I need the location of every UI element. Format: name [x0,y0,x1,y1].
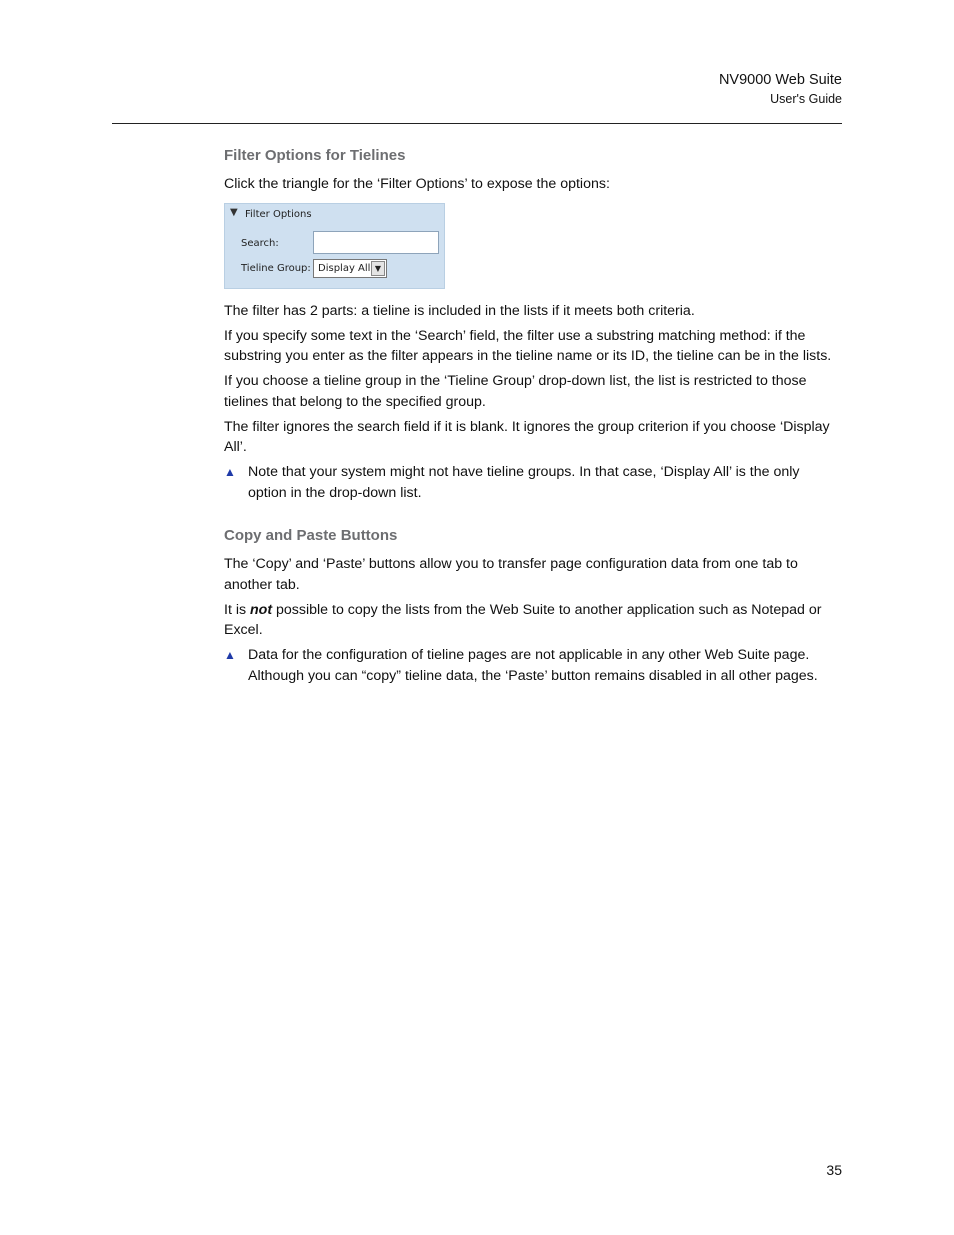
header-product: NV9000 Web Suite [718,72,842,88]
tieline-group-label: Tieline Group: [241,262,311,274]
paragraph: The ‘Copy’ and ‘Paste’ buttons allow you to transfer page configuration data from one tab to another tab. [224,556,798,593]
search-input[interactable] [313,231,439,254]
filter-options-title[interactable]: Filter Options [245,208,312,220]
note-triangle-icon: ▲ [224,648,236,662]
triangle-down-icon[interactable]: ▼ [230,206,238,218]
paragraph: The filter ignores the search field if it is blank. It ignores the group criterion if you choose ‘Display All’. [224,418,830,455]
filter-intro: Click the triangle for the ‘Filter Options’ to expose the options: [224,176,610,192]
note-item [224,462,842,503]
text-run: It is [224,601,251,618]
dropdown-arrow-icon[interactable]: ▼ [371,261,385,276]
tieline-group-select[interactable] [313,259,387,278]
search-label: Search: [241,237,279,249]
paragraph-not-possible [224,600,842,641]
filter-options-panel [224,203,445,289]
header-guide: User's Guide [770,92,842,106]
heading-copy-paste: Copy and Paste Buttons [224,527,398,544]
note-text: Note that your system might not have tieline groups. In that case, ‘Display All’ is the only option in the drop-down list. [248,464,800,501]
emphasis-not: not [250,601,273,618]
text-run: possible to copy the lists from the Web Suite to another application such as Notepad or Excel. [224,601,822,638]
note-triangle-icon: ▲ [224,465,236,479]
note-item [224,645,842,686]
note-text: Data for the configuration of tieline pages are not applicable in any other Web Suite page. Although you can “copy” tieline data, the ‘Paste’ button remains disabled in all other pages. [248,647,818,684]
paragraph: The filter has 2 parts: a tieline is included in the lists if it meets both criteria. [224,302,695,319]
paragraph: If you choose a tieline group in the ‘Tieline Group’ drop-down list, the list is restricted to those tielines that belong to the specified group. [224,373,807,410]
heading-filter-options: Filter Options for Tielines [224,147,406,164]
header-rule [112,123,842,124]
running-header [719,70,842,108]
page-number: 35 [826,1162,842,1178]
paragraph: If you specify some text in the ‘Search’ field, the filter use a substring matching method: if the substring you enter as the filter appears in the tieline name or its ID, the tieline can be in the lists. [224,327,832,364]
tieline-group-value: Display All [318,262,371,274]
page-content [224,145,842,691]
